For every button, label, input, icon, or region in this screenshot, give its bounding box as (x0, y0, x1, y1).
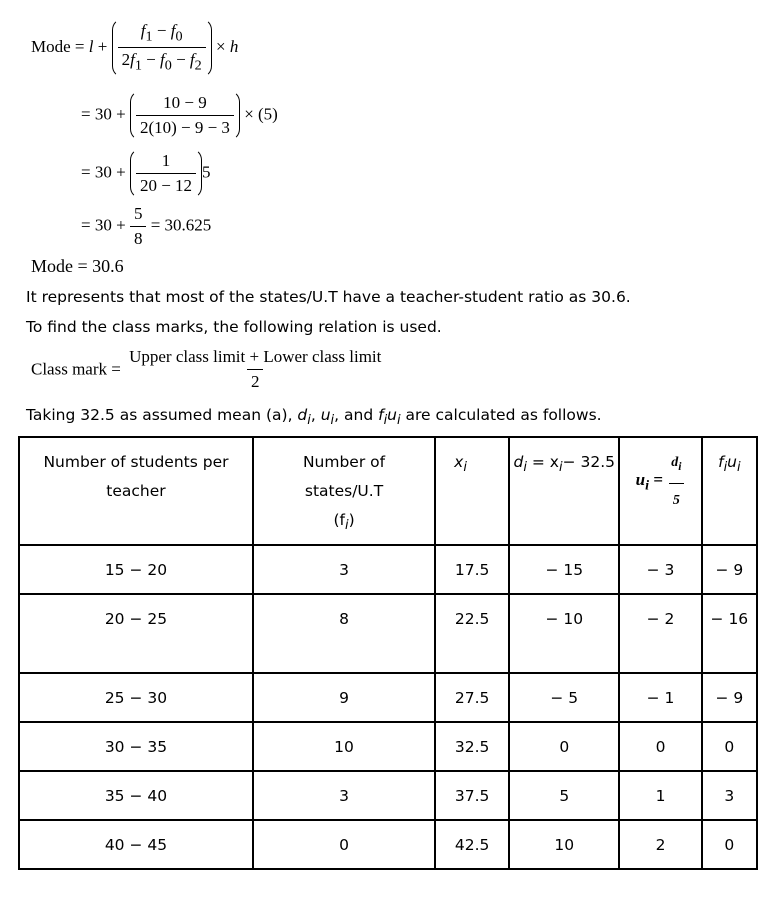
formula-step-3: = 30 + $\frac{1}{20 - 12}$ 5 (81, 148, 211, 199)
mode-result: Mode = 30.6 (31, 256, 124, 276)
class-mark-formula: Class mark = $\frac{\text{Upper class limit + Lower class limit}}{2}$ (31, 347, 382, 391)
formula-step-2: = 30 + $\frac{10 - 9}{2(10) - 9 - 3}$ × (5) (81, 90, 278, 141)
mode-formula: Mode = l + $\frac{f_1 - f_0}{2f_1 - f_0 - f_2}$ × h (31, 18, 238, 78)
table-row: 20 − 25 8 22.5 − 10 − 2 − 16 (19, 594, 757, 673)
header-di: $d_i = x_i- 32.5$ (509, 437, 619, 545)
mode-label: Mode (31, 36, 71, 56)
header-ui: $u_i$ = $\frac{d_i}{5}$ (619, 437, 701, 545)
table-header-row (19, 437, 757, 545)
formula-step-4: = 30 + $\frac{5}{8}$ = 30.625 (81, 204, 212, 248)
paren-group (112, 18, 212, 78)
table-row: 15 − 20 3 17.5 − 15 − 3 − 9 (19, 545, 757, 594)
paragraph-assumed-mean: Taking 32.5 as assumed mean (a), $d_i$, $u_i$, and $f_iu_i$ are calculated as follows. (26, 406, 602, 429)
table-row: 25 − 30 9 27.5 − 5 − 1 − 9 (19, 673, 757, 722)
header-students-per-teacher: Number of students per teacher (19, 437, 253, 545)
header-fiui: $f_iu_i$ (702, 437, 757, 545)
mode-fraction: $\frac{f_1 - f_0}{2f_1 - f_0 - f_2}$ (118, 21, 206, 75)
table-row: 30 − 35 10 32.5 0 0 0 (19, 722, 757, 771)
table-row: 40 − 45 0 42.5 10 2 0 (19, 820, 757, 869)
header-states: Number of states/U.T $(f_i)$ (253, 437, 435, 545)
table-row: 35 − 40 3 37.5 5 1 3 (19, 771, 757, 820)
paragraph-interpretation: It represents that most of the states/U.T have a teacher-student ratio as 30.6. (26, 288, 631, 306)
header-xi: $x_i$ (435, 437, 509, 545)
frequency-table (18, 436, 758, 870)
paragraph-class-mark-intro: To find the class marks, the following relation is used. (26, 318, 442, 336)
